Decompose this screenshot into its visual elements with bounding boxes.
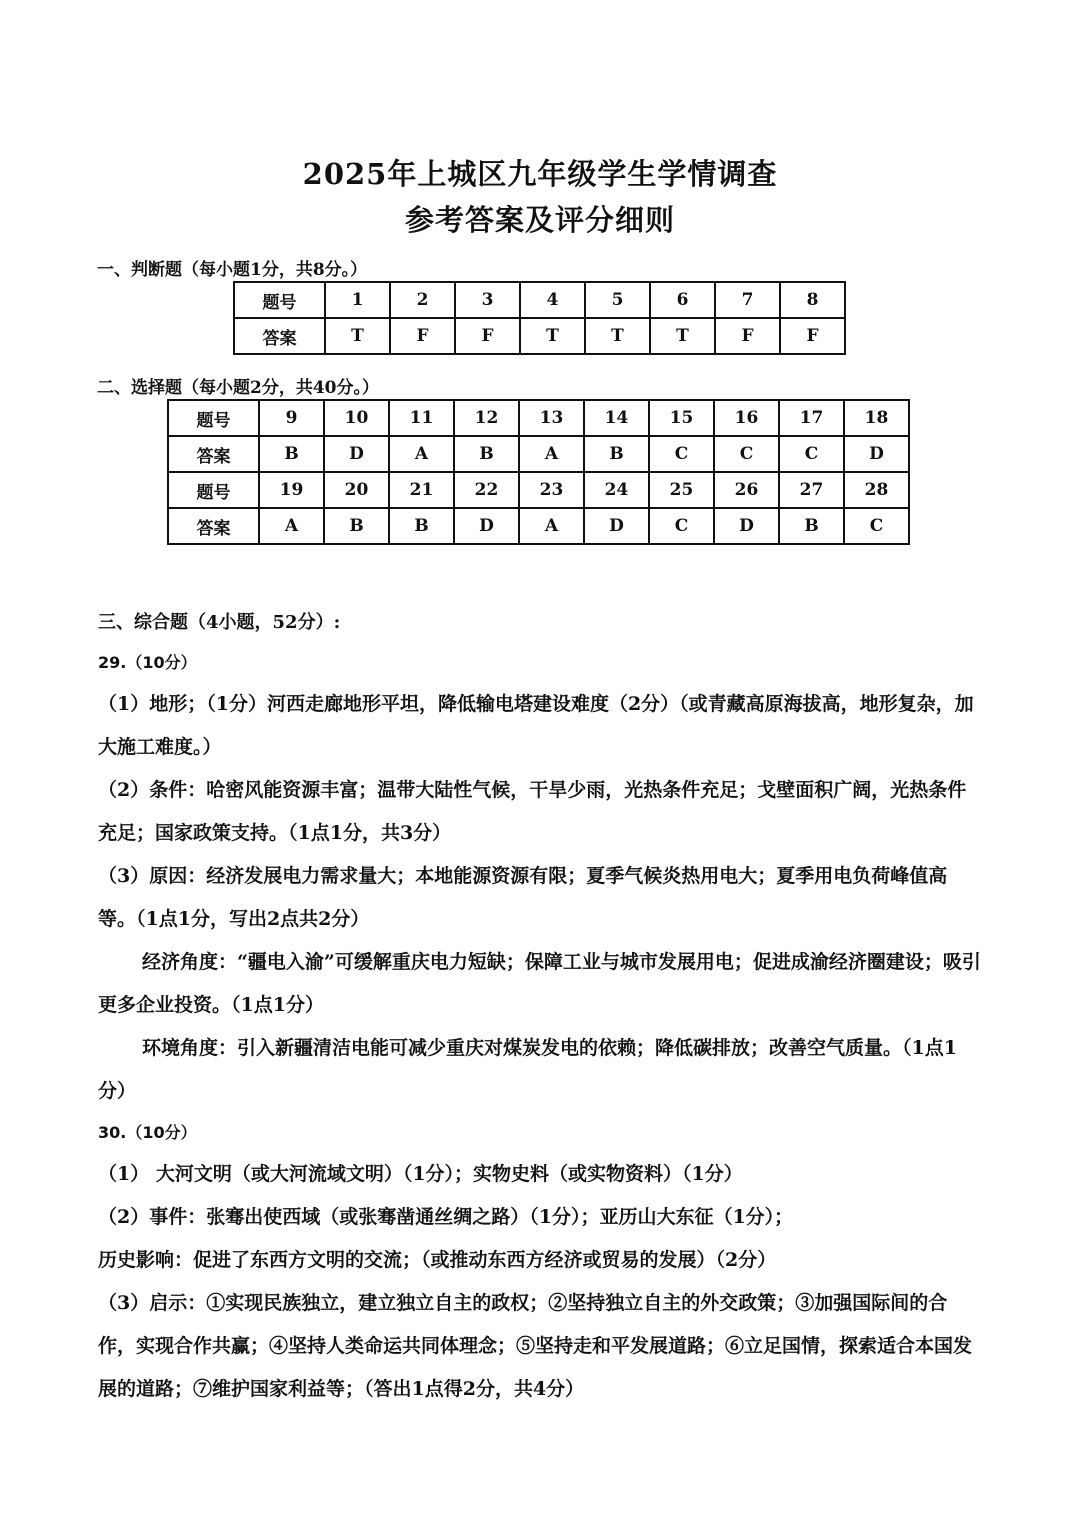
question-29-economic-perspective: 经济角度：“疆电入渝”可缓解重庆电力短缺；保障工业与城市发展用电；促进成渝经济圈建设；吸引更多企业投资。（1点1分） [98,951,981,1016]
page-title: 2025年上城区九年级学生学情调查 [302,157,778,191]
row-label: 题号 [168,400,259,436]
question-29-part-1: （1）地形；（1分）河西走廊地形平坦，降低输电塔建设难度（2分）（或青藏高原海拔高，地形复杂，加大施工难度。） [98,693,974,758]
answer-cell: B [584,436,649,472]
table-row [168,436,909,472]
answer-cell: A [519,436,584,472]
answer-cell: D [454,508,519,544]
multiple-choice-answer-table [167,399,910,545]
question-30-heading: 30.（10分） [98,1123,197,1142]
answer-cell: C [844,508,909,544]
question-number: 4 [520,282,585,318]
answer-cell: B [259,436,324,472]
answer-cell: A [259,508,324,544]
question-number: 19 [259,472,324,508]
question-number: 24 [584,472,649,508]
answer-cell: T [520,318,585,354]
question-number: 18 [844,400,909,436]
question-number: 16 [714,400,779,436]
answer-cell: C [714,436,779,472]
question-number: 22 [454,472,519,508]
row-label: 答案 [168,436,259,472]
answer-cell: F [455,318,520,354]
answer-cell: B [389,508,454,544]
table-row [234,282,845,318]
question-number: 26 [714,472,779,508]
question-number: 14 [584,400,649,436]
question-number: 1 [325,282,390,318]
question-number: 28 [844,472,909,508]
question-number: 10 [324,400,389,436]
question-number: 15 [649,400,714,436]
answer-cell: F [715,318,780,354]
question-29-heading: 29.（10分） [98,653,197,672]
section-2-heading: 二、选择题（每小题2分，共40分。） [97,378,379,398]
answer-cell: B [454,436,519,472]
answer-cell: D [714,508,779,544]
question-number: 8 [780,282,845,318]
question-number: 6 [650,282,715,318]
section-1-heading: 一、判断题（每小题1分，共8分。） [97,260,368,280]
answer-cell: F [780,318,845,354]
question-30-part-3: （3）启示：①实现民族独立，建立独立自主的政权；②坚持独立自主的外交政策；③加强国际间的合作，实现合作共赢；④坚持人类命运共同体理念；⑤坚持走和平发展道路；⑥立足国情，探索适合本国发展的道路；⑦维护国家利益等；（答出1点得2分，共4分） [98,1292,973,1400]
question-number: 17 [779,400,844,436]
row-label: 答案 [234,318,325,354]
question-number: 21 [389,472,454,508]
question-number: 23 [519,472,584,508]
row-label: 答案 [168,508,259,544]
question-29-environmental-perspective: 环境角度：引入新疆清洁电能可减少重庆对煤炭发电的依赖；降低碳排放；改善空气质量。（1点1分） [98,1037,957,1102]
table-row [168,508,909,544]
question-30-historical-impact: 历史影响：促进了东西方文明的交流；（或推动东西方经济或贸易的发展）（2分） [98,1249,777,1271]
question-30-part-1: （1） 大河文明（或大河流域文明）（1分）；实物史料（或实物资料）（1分） [98,1163,743,1185]
question-29-part-3: （3）原因：经济发展电力需求量大；本地能源资源有限；夏季气候炎热用电大；夏季用电负荷峰值高等。（1点1分，写出2点共2分） [98,865,948,930]
question-number: 9 [259,400,324,436]
question-number: 3 [455,282,520,318]
answer-cell: D [584,508,649,544]
question-number: 27 [779,472,844,508]
table-row [168,472,909,508]
true-false-answer-table [233,281,846,355]
answer-cell: C [649,436,714,472]
question-number: 25 [649,472,714,508]
answer-cell: D [844,436,909,472]
answer-cell: T [585,318,650,354]
question-30-part-2: （2）事件：张骞出使西域（或张骞凿通丝绸之路）（1分）；亚历山大东征（1分）； [98,1206,794,1228]
question-number: 2 [390,282,455,318]
answer-cell: T [650,318,715,354]
answer-cell: D [324,436,389,472]
question-number: 13 [519,400,584,436]
question-number: 12 [454,400,519,436]
question-number: 5 [585,282,650,318]
row-label: 题号 [234,282,325,318]
table-row [168,400,909,436]
question-29-part-2: （2）条件：哈密风能资源丰富；温带大陆性气候，干旱少雨，光热条件充足；戈壁面积广阔，光热条件充足；国家政策支持。（1点1分，共3分） [98,779,967,844]
page-subtitle: 参考答案及评分细则 [404,203,675,237]
answer-cell: T [325,318,390,354]
answer-cell: C [779,436,844,472]
answer-cell: A [519,508,584,544]
answer-cell: A [389,436,454,472]
question-number: 7 [715,282,780,318]
section-3-content [98,603,983,1411]
answer-cell: B [324,508,389,544]
table-row [234,318,845,354]
question-number: 11 [389,400,454,436]
row-label: 题号 [168,472,259,508]
question-number: 20 [324,472,389,508]
section-3-heading: 三、综合题（4小题，52分）: [98,612,341,633]
answer-cell: F [390,318,455,354]
answer-cell: B [779,508,844,544]
answer-cell: C [649,508,714,544]
